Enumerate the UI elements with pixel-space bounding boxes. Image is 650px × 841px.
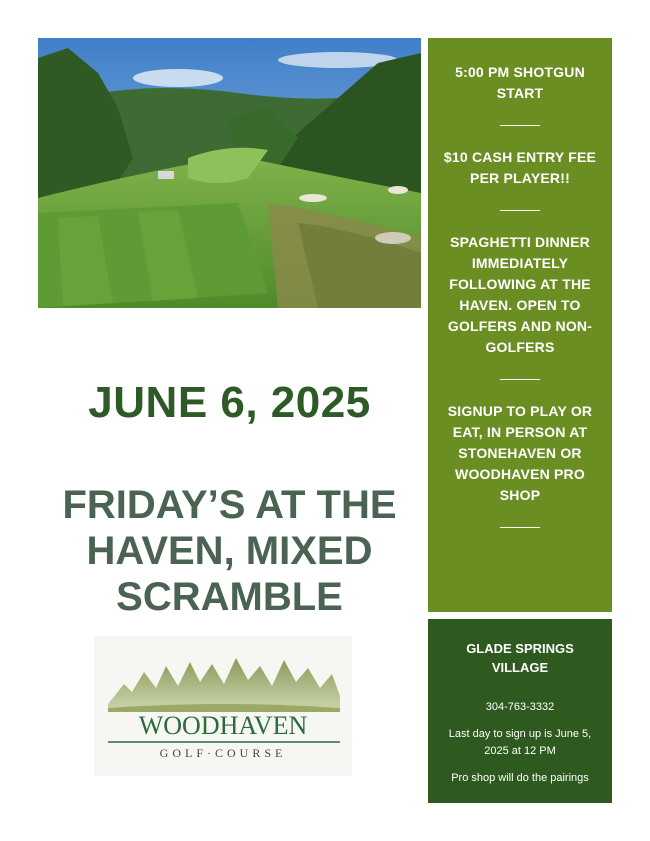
- signup-info: SIGNUP TO PLAY OR EAT, IN PERSON AT STONEHAVEN OR WOODHAVEN PRO SHOP: [447, 403, 593, 503]
- divider: [500, 125, 540, 126]
- golf-course-photo: [38, 38, 421, 308]
- divider: [500, 210, 540, 211]
- event-details-panel: [428, 38, 612, 612]
- organization-name: GLADE SPRINGS VILLAGE: [466, 641, 574, 675]
- start-time: 5:00 PM SHOTGUN START: [455, 64, 585, 101]
- phone-number: 304-763-3332: [485, 701, 555, 713]
- signup-deadline: Last day to sign up is June 5, 2025 at 12 PM: [448, 728, 592, 757]
- divider: [500, 379, 540, 380]
- contact-panel: [428, 619, 612, 803]
- logo-subtitle: GOLF·COURSE: [159, 746, 287, 760]
- event-date: JUNE 6, 2025: [88, 378, 371, 427]
- pairings-note: Pro shop will do the pairings: [451, 772, 589, 784]
- event-title: FRIDAY’S AT THE HAVEN, MIXED SCRAMBLE: [62, 483, 397, 619]
- dinner-info: SPAGHETTI DINNER IMMEDIATELY FOLLOWING AT THE HAVEN. OPEN TO GOLFERS AND NON-GOLFERS: [447, 234, 593, 355]
- divider: [500, 527, 540, 528]
- logo-wordmark: WOODHAVEN: [138, 711, 308, 740]
- woodhaven-logo: [94, 636, 352, 776]
- entry-fee: $10 CASH ENTRY FEE PER PLAYER!!: [443, 149, 597, 186]
